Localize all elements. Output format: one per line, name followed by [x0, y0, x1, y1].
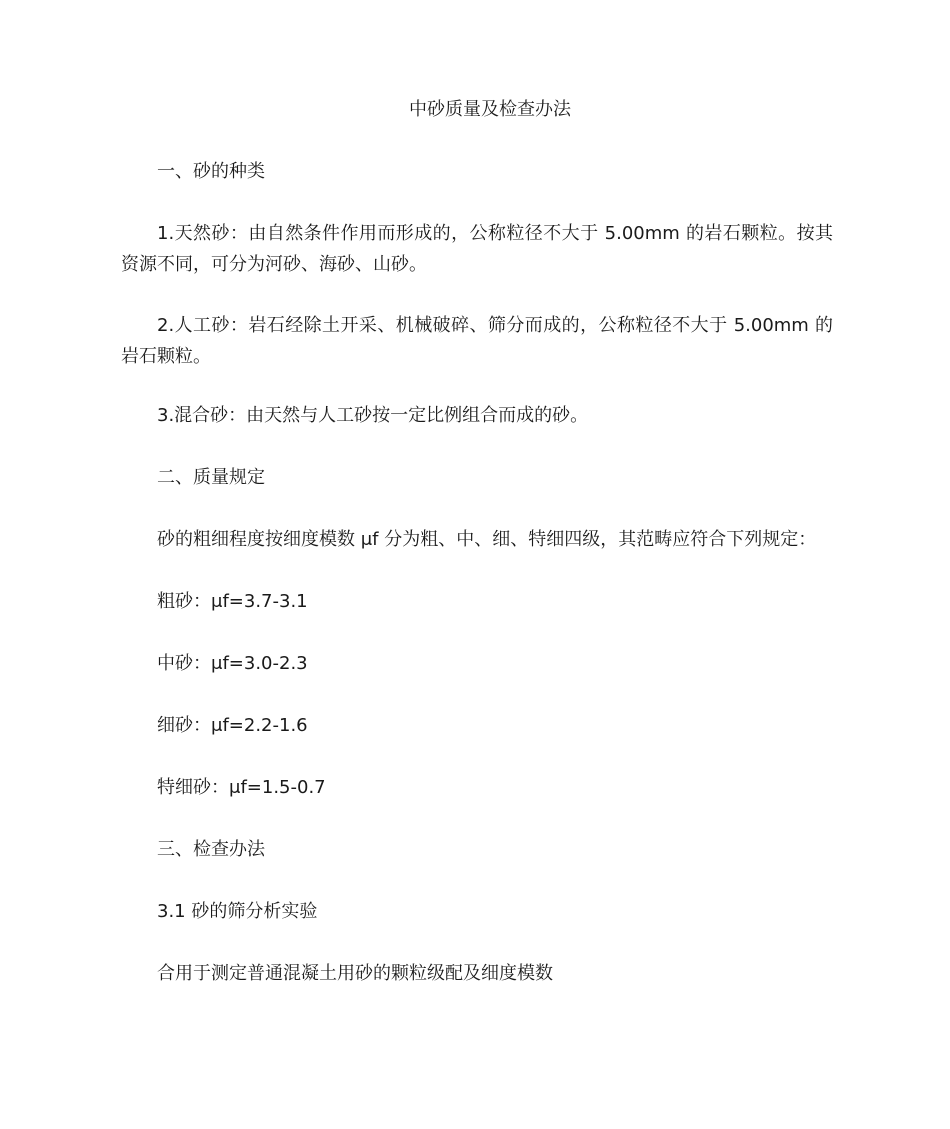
paragraph-natural-sand: 1.天然砂：由自然条件作用而形成的，公称粒径不大于 5.00mm 的岩石颗粒。按其资源不同，可分为河砂、海砂、山砂。: [121, 223, 833, 275]
subsection-3-1-text: 合用于测定普通混凝土用砂的颗粒级配及细度模数: [157, 963, 553, 984]
grade-medium: 中砂：μf=3.0-2.3: [157, 653, 308, 674]
section-1-heading: 一、砂的种类: [157, 161, 265, 182]
grade-fine: 细砂：μf=2.2-1.6: [157, 715, 308, 736]
grade-extra-fine: 特细砂：μf=1.5-0.7: [157, 777, 326, 798]
paragraph-artificial-sand: 2.人工砂：岩石经除土开采、机械破碎、筛分而成的，公称粒径不大于 5.00mm 的岩石颗粒。: [121, 315, 833, 367]
paragraph-mixed-sand: 3.混合砂：由天然与人工砂按一定比例组合而成的砂。: [157, 405, 589, 426]
subsection-3-1-heading: 3.1 砂的筛分析实验: [157, 901, 318, 922]
section-2-heading: 二、质量规定: [157, 467, 265, 488]
document-title: 中砂质量及检查办法: [409, 99, 571, 120]
grade-coarse: 粗砂：μf=3.7-3.1: [157, 591, 308, 612]
section-3-heading: 三、检查办法: [157, 839, 265, 860]
section-2-intro: 砂的粗细程度按细度模数 μf 分为粗、中、细、特细四级，其范畴应符合下列规定：: [157, 529, 817, 550]
